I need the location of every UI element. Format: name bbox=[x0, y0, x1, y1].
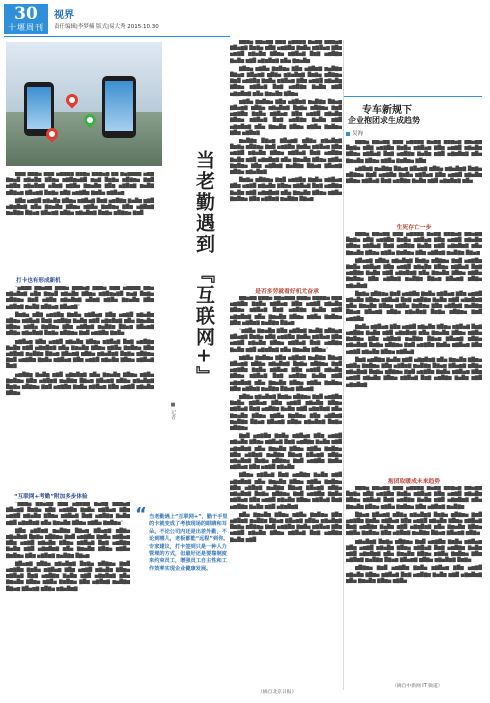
body-text: ▆▇█▅ ▇▆▅█▆ ▇█▆ ▅▇█▆▇ ▆▅█▇ ▆█▇▅▆ ▇█▅▆▇ █▆▇▅ ▆█▇ ▅▆▇█▆ ▇▆█▅ ▆▇█▅▆ ▇█▆ ▅▆▇█ ▆▇▅█▆ ▇█▆▅ ▆▇█▅▇ █▆▇ ▅▆█▇▆ ▇▅█▆ ▆▇█ ▅▇▆█▆▇ ▆█▅ ▇▆▅█▆ ▇█▆▅ ▆▇█▅ ▇▆█▆▅ ▇█▆ ▅▇█▆▇ ▆▅█▇▆ █▇▅▆ ▇█▅▆▇ ▆█▇▅ ▆▇▅█▆▇ █▆▇▅ ▆█▇▆▅ ▇▆█ ▅▆▇█▆ ▇▆█▅ ▆▇█▅▆ ▇█▆ ▅▆▇█ ▆▇▅█▆ ▇█▆▅ ▆▇█▅▇ █▆▇ ▅▆█▇▆ ▇▅█▆ ▆▇█ ▅▇▆█▆▇ ▆█▅ bbox=[346, 140, 482, 185]
body-text: ▆▇█▅ ▇▆▅█▆ ▇█▆ ▅▇█▆▇ ▆▅█▇ ▆█▇▅▆ ▇█▅▆▇ █▆▇▅ ▆█▇ ▅▆▇█▆ ▇▆█▅ ▆▇█▅▆ ▇█▆ ▅▆▇█ ▆▇▅█▆ ▇█▆▅ ▆▇█▅▇ █▆▇ ▅▆█▇▆ ▇▅█▆ ▆▇█ ▅▇▆█▆▇ ▆█▅ ▇▆▅█▆ ▇█▆▅ ▆▇█▅ ▇▆█▆▅ ▇█▆ ▅▇█▆▇ ▆▅█▇▆ █▇▅▆ ▇█▅▆▇ ▆█▇▅ ▆▇▅█▆▇ █▆▇▅ ▆█▇▆▅ ▇▆█ ▅▆▇█▆ ▇▆█▅ ▆▇█▅▆ ▇█▆ ▅▆▇█ ▆▇▅█▆ ▇█▆▅ ▆▇█▅▇ █▆▇ ▅▆█▇▆ ▇▅█▆ ▆▇█ ▅▇▆█▆▇ ▆█▅ ▇▆▅█▆ ▇█▆▅ ▆▇█▅ ▇▆█▆▅ ▇█▆ ▅▇█▆▇ ▆▅█▇▆ █▇▅▆ ▇█▅▆▇ ▆█▇▅ ▆▇▅█▆▇ █▆▇▅ ▆█▇▆▅ ▇▆█ ▅▆▇█▆ ▇▆█▅ ▆▇█▅▆ ▇█▆ ▅▆▇█ ▆▇▅█▆ ▇█▆▅ ▆▇█▅▇ █▆▇ ▅▆█▇▆ ▇▅█▆ ▆▇█ ▅▇▆█▆▇ ▆█▅ ▇▆▅█▆ ▇█▆▅ ▆▇█▅ ▇▆█▆▅ ▇█▆ ▅▇█▆▇ ▆▅█▇▆ █▇▅▆ ▇█▅▆▇ ▆█▇▅ ▆▇▅█▆▇ █▆▇▅ ▆█▇▆▅ ▇▆█ ▅▆▇█▆ ▇▆█▅ ▆▇█▅▆ ▇█▆ ▅▆▇█ ▆▇▅█▆ ▇█▆▅ ▆▇█▅▇ █▆▇ ▅▆█▇▆ ▇▅█▆ ▆▇█ ▅▇▆█▆▇ ▆█▅ ▇▆▅█▆ ▇█▆▅ ▆▇█▅ bbox=[346, 486, 482, 584]
source-note: （摘自北京日报） bbox=[258, 690, 297, 695]
subhead: 打卡也有形成新机 bbox=[16, 278, 61, 284]
byline: ■ 记者 bbox=[170, 402, 176, 420]
column-divider bbox=[343, 40, 344, 690]
page-badge bbox=[4, 4, 48, 34]
side-article-title: 专车新规下 bbox=[362, 105, 412, 116]
article-photo bbox=[6, 42, 162, 166]
side-article-rule bbox=[344, 96, 482, 97]
pull-quote bbox=[135, 504, 231, 580]
side-article-author bbox=[346, 129, 363, 137]
page-number: 30 bbox=[14, 4, 38, 24]
header-rule bbox=[4, 36, 230, 37]
subhead: “互联网+考勤”附加多步体验 bbox=[14, 494, 88, 500]
pull-quote-text: 当老勤遇上“互联网+”，勤于手里的卡就变成了考核现场的眼睛和耳朵，不论公司内还是出差外勤，不论到哪儿，老板都能“远程”到你。专家建议，打卡签到只是一种人力管理的方式，但最好还是要靠制度来约束员工，增强员工自主性和工作效率实现企业健康发展。 bbox=[149, 514, 229, 572]
quote-mark-icon: “ bbox=[135, 504, 147, 525]
author-name: 吴洵 bbox=[352, 131, 363, 137]
body-text: █▆▇ ▇█▆▅ ▆▇█ ▅▆▇█▆ ▇▆█▅ ▆█▇▅▆ ▇█ ▆▅▇█▆▇ ▅█▆ ▇▆▅█ ▆▇▅█▆ ▇█▆▅ ▆▇█▆▅▇█ ▆▅▇ █▆▇▅ ▆█▇▆▅ ▇▆█ ▅▇█▆ ▆▇▅█▆▇ ▅█▆▇ ▆▇█▅ ▇▆▅█▆ ▇█▆ ▅▇█▆▇ ▆▅█▇ ▆█▇▅▆ ▇█▅▆▇ █▆▇▅ ▆█▇ ▅▆▇█▆ ▇▆█▅ ▆▇█▅▆ ▇█▆ ▅▆▇█ ▆▇▅█▆ ▇█▆▅ ▆▇█▅▇ █▆▇ ▅▆█▇▆ ▇▅█▆ ▆▇█ ▅▇▆█▆▇ ▆█▅ ▇▆▅█▆ ▇█▆▅ ▆▇█▅ ▇▆█▆▅ ▇█▆ ▅▇█▆▇ ▆▅█▇▆ █▇▅▆ ▇█▅▆▇ ▆█▇▅ ▆▇▅█▆▇ █▆▇▅ ▆█▇▆▅ ▇▆█ bbox=[6, 172, 154, 217]
source-note: （摘自中新网 IT 频道） bbox=[392, 684, 443, 689]
phone-icon bbox=[102, 76, 136, 138]
section-label: 视界 bbox=[54, 10, 74, 21]
square-bullet-icon bbox=[346, 132, 350, 136]
body-text: ▆▇█▅ ▇▆▅█▆ ▇█▆ ▅▇█▆▇ ▆▅█▇ ▆█▇▅▆ ▇█▅▆▇ █▆▇▅ ▆█▇ ▅▆▇█▆ ▇▆█▅ ▆▇█▅▆ ▇█▆ ▅▆▇█ ▆▇▅█▆ ▇█▆▅ ▆▇█▅▇ █▆▇ ▅▆█▇▆ ▇▅█▆ ▆▇█ ▅▇▆█▆▇ ▆█▅ ▇▆▅█▆ ▇█▆▅ ▆▇█▅ ▇▆█▆▅ ▇█▆ ▅▇█▆▇ ▆▅█▇▆ █▇▅▆ ▇█▅▆▇ ▆█▇▅ ▆▇▅█▆▇ █▆▇▅ ▆█▇▆▅ ▇▆█ ▅▆▇█▆ ▇▆█▅ ▆▇█▅▆ ▇█▆ ▅▆▇█ ▆▇▅█▆ ▇█▆▅ ▆▇█▅▇ █▆▇ ▅▆█▇▆ ▇▅█▆ ▆▇█ ▅▇▆█▆▇ ▆█▅ ▇▆▅█▆ ▇█▆▅ ▆▇█▅ ▇▆█▆▅ ▇█▆ ▅▇█▆▇ ▆▅█▇▆ █▇▅▆ ▇█▅▆▇ ▆█▇▅ ▆▇▅█▆▇ █▆▇▅ ▆█▇▆▅ ▇▆█ ▅▆▇█▆ ▇▆█▅ ▆▇█▅▆ ▇█▆ ▅▆▇█ ▆▇▅█▆ ▇█▆▅ ▆▇█▅▇ █▆▇ ▅▆█▇▆ ▇▅█▆ ▆▇█ ▅▇▆█▆▇ ▆█▅ ▇▆▅█▆ ▇█▆▅ ▆▇█▅ ▇▆█▆▅ ▇█▆ ▅▇█▆▇ ▆▅█▇▆ █▇▅▆ ▇█▅▆▇ ▆█▇▅ ▆▇▅█▆▇ █▆▇▅ ▆█▇▆▅ ▇▆█ ▅▆▇█▆ ▇▆█▅ ▆▇█▅▆ ▇█▆ ▅▆▇█ ▆▇▅█▆ ▇█▆▅ ▆▇█▅▇ █▆▇ ▅▆█▇▆ ▇▅█▆ ▆▇█ ▅▇▆█▆▇ ▆█▅ ▇▆▅█▆ ▇█▆▅ ▆▇█▅ ▇▆█▆▅ ▇█▆ ▅▇█▆▇ ▆▅█▇▆ █▇▅▆ ▇█▅▆▇ ▆█▇▅ ▆▇▅█▆▇ █▆▇▅ ▆█▇▆▅ ▇▆█ ▅▆▇█▆ ▇▆█▅ ▆▇█▅▆ ▇█▆ ▅▆▇█ ▆▇▅█▆ ▇█▆▅ ▆▇█▅▇ █▆▇ ▅▆█▇▆ ▇▅█▆ ▆▇█ ▅▇▆█▆▇ ▆█▅ ▇▆▅█▆ ▇█▆▅ ▆▇█▅ ▇▆█▆▅ ▇█▆ ▅▇█▆▇ ▆▅█▇▆ █▇▅▆ ▇█▅▆▇ ▆█▇▅ ▆▇▅█▆▇ █▆▇▅ ▆█▇▆▅ ▇▆█ ▅▆▇█▆ ▇▆█▅ ▆▇█▅▆ ▇█▆ ▅▆▇█ ▆▇▅█▆ ▇█▆▅ ▆▇█▅▇ █▆▇ ▅▆█▇▆ ▇▅█▆ ▆▇█ ▅▇▆█▆▇ bbox=[346, 232, 482, 388]
body-text: ▆▇█▅ ▇▆▅█▆ ▇█▆ ▅▇█▆▇ ▆▅█▇ ▆█▇▅▆ ▇█▅▆▇ █▆▇▅ ▆█▇ ▅▆▇█▆ ▇▆█▅ ▆▇█▅▆ ▇█▆ ▅▆▇█ ▆▇▅█▆ ▇█▆▅ ▆▇█▅▇ █▆▇ ▅▆█▇▆ ▇▅█▆ ▆▇█ ▅▇▆█▆▇ ▆█▅ ▇▆▅█▆ ▇█▆▅ ▆▇█▅ ▇▆█▆▅ ▇█▆ ▅▇█▆▇ ▆▅█▇▆ █▇▅▆ ▇█▅▆▇ ▆█▇▅ ▆▇▅█▆▇ █▆▇▅ ▆█▇▆▅ ▇▆█ ▅▆▇█▆ ▇▆█▅ ▆▇█▅▆ ▇█▆ ▅▆▇█ ▆▇▅█▆ ▇█▆▅ ▆▇█▅▇ █▆▇ ▅▆█▇▆ ▇▅█▆ ▆▇█ ▅▇▆█▆▇ ▆█▅ ▇▆▅█▆ ▇█▆▅ ▆▇█▅ ▇▆█▆▅ ▇█▆ ▅▇█▆▇ ▆▅█▇▆ █▇▅▆ ▇█▅▆▇ ▆█▇▅ ▆▇▅█▆▇ █▆▇▅ ▆█▇▆▅ ▇▆█ ▅▆▇█▆ ▇▆█▅ ▆▇█▅▆ ▇█▆ ▅▆▇█ ▆▇▅█▆ ▇█▆▅ ▆▇█▅▇ █▆▇ ▅▆█▇▆ ▇▅█▆ ▆▇█ ▅▇▆█▆▇ ▆█▅ ▇▆▅█▆ ▇█▆▅ ▆▇█▅ ▇▆█▆▅ ▇█▆ ▅▇█▆▇ ▆▅█▇▆ █▇▅▆ ▇█▅▆▇ ▆█▇▅ ▆▇▅█▆▇ █▆▇▅ ▆█▇▆▅ ▇▆█ ▅▆▇█▆ ▇▆█▅ ▆▇█▅▆ ▇█▆ ▅▆▇█ ▆▇▅█▆ ▇█▆▅ ▆▇█▅▇ █▆▇ ▅▆█▇▆ ▇▅█▆ ▆▇█ ▅▇▆█▆▇ ▆█▅ ▇▆▅█▆ ▇█▆▅ ▆▇█▅ ▇▆█▆▅ ▇█▆ ▅▇█▆▇ ▆▅█▇▆ █▇▅▆ ▇█▅▆▇ ▆█▇▅ ▆▇▅█▆▇ █▆▇▅ ▆█▇▆▅ ▇▆█ ▅▆▇█▆ ▇▆█▅ ▆▇█▅▆ ▇█▆ ▅▆▇█ ▆▇▅█▆ ▇█▆▅ ▆▇█▅▇ █▆▇ ▅▆█▇▆ ▇▅█▆ ▆▇█ ▅▇▆█▆▇ ▆█▅ ▇▆▅█▆ ▇█▆▅ ▆▇█▅ ▇▆█▆▅ ▇█▆ ▅▇█▆▇ ▆▅█▇▆ █▇▅▆ bbox=[230, 40, 342, 202]
headline-line-1: 当老勤遇到 bbox=[193, 150, 215, 255]
article-headline bbox=[168, 150, 216, 388]
body-text: “▆▇█▅ ▇▆▅█▆ ▇█▆ ▅▇█▆▇ ▆▅█▇ ▆█▇▅▆ ▇█▅▆▇ █▆▇▅ ▆█▇ ▅▆▇█▆ ▇▆█▅ ▆▇█▅▆ ▇█▆ ▅▆▇█ ▆▇▅█▆ ▇█▆▅ ▆▇█▅▇ █▆▇ ▅▆█▇▆ ▇▅█▆ ▆▇█ ▅▇▆█▆▇ ▆█▅ ▇▆▅█▆ ▇█▆▅ ▆▇█▅ ▇▆█▆▅” ▇█▆ ▅▇█▆▇ ▆▅█▇▆ █▇▅▆ ▇█▅▆▇ ▆█▇▅ ▆▇▅█▆▇ █▆▇▅ ▆█▇▆▅ ▇▆█ ▅▆▇█▆ ▇▆█▅ ▆▇█▅▆ ▇█▆ ▅▆▇█ ▆▇▅█▆ ▇█▆▅ ▆▇█▅▇ █▆▇ ▅▆█▇▆ ▇▅█▆ ▆▇█ ▅▇▆█▆▇ ▆█▅ ▇▆▅█▆ ▇█▆▅ ▆▇█▅ ▇▆█▆▅ ▇█▆ ▅▇█▆▇ ▆▅█▇▆ █▇▅▆ ▇█▅▆▇ ▆█▇▅ ▆▇▅█▆▇ █▆▇▅ ▆█▇▆▅ ▇▆█ ▅▆▇█▆ ▇▆█▅ ▆▇█▅▆ ▇█▆ ▅▆▇█ ▆▇▅█▆ ▇█▆▅ ▆▇█▅▇ █▆▇ ▅▆█▇▆ ▇▅█▆ ▆▇█ ▅▇▆█▆▇ ▆█▅ ▇▆▅█▆ ▇█▆▅ ▆▇█▅ ▇▆█▆▅ ▇█▆ ▅▇█▆▇ ▆▅█▇▆ █▇▅▆ ▇█▅▆▇ ▆█▇▅ ▆▇▅█▆▇ bbox=[6, 502, 130, 592]
brand-name: 十堰周刊 bbox=[8, 23, 44, 32]
subhead: 是否多劳就看好机尤奋承 bbox=[255, 289, 319, 295]
body-text: ▇█▅▆▇ ▆█▇▅ ▆▇▅█▆▇ █▆▇▅ ▆█▇▆▅ ▇▆█ ▅▆▇█▆ ▇▆█▅ ▆▇█▅▆ ▇█▆ ▅▆▇█ ▆▇▅█▆ ▇█▆▅ ▆▇█▅▇ █▆▇ ▅▆█▇▆ ▇▅█▆ ▆▇█ ▅▇▆█▆▇ ▆█▅ ▇▆▅█▆ ▇█▆▅ ▆▇█▅ ▇▆█▆▅ ▇█▆ ▅▇█▆▇ ▆▅█▇▆ █▇▅▆ “▆▇█▅ ▇▆▅█▆ ▇█▆ ▅▇█▆▇ ▆▅█▇ ▆█▇▅▆ ▇█▅▆▇ █▆▇▅ ▆█▇ ▅▆▇█▆ ▇▆█▅ ▆▇█▅▆ ▇█▆ ▅▆▇█ ▆▇▅█▆ ▇█▆▅ ▆▇█▅▇ █▆▇ ▅▆█▇▆ ▇▅█▆ ▆▇█ ▅▇▆█▆▇ ▆█▅ ▇▆▅█▆ ▇█▆▅” ▆▇█▅ ▇▆█▆▅ ▇█▆ ▅▇█▆▇ ▆▅█▇▆ █▇▅▆ ▇█▅▆▇ ▆█▇▅ ▆▇▅█▆▇ █▆▇▅ ▆█▇▆▅ ▇▆█ ▅▆▇█▆ ▇▆█▅ ▆▇█▅▆ ▇█▆ ▅▆▇█ ▆▇▅█▆ ▇█▆▅ ▆▇█▅▇ █▆▇ ▅▆█▇▆ ▇▅█▆ ▆▇█ ▅▇▆█▆▇ ▆█▅ ▇▆▅█▆ ▇█▆▅ ▆▇█▅ ▇▆█▆▅ ▇█▆ ▅▇█▆▇ ▆▅█▇▆ █▇▅▆ ▇█▅▆▇ ▆█▇▅ ▆▇▅█▆▇ █▆▇▅ ▆█▇▆▅ ▇▆█ ▅▆▇█▆ ▇▆█▅ ▆▇█▅▆ ▇█▆ ▅▆▇█ ▆▇▅█▆ ▇█▆▅ ▆▇█▅▇ █▆▇ ▅▆█▇▆ ▇▅█▆ ▆▇█ ▅▇▆█▆▇ ▆█▅ ▇▆▅█▆ ▇█▆▅ ▆▇█▅ ▇▆█▆▅ ▇█▆ ▅▇█▆▇ ▆▅█▇▆ █▇▅▆ ▇█▅▆▇ ▆█▇▅ ▆▇▅█▆▇ █▆▇▅ ▆█▇▆▅ ▇▆█ ▅▆▇█▆ ▇▆█▅ ▆▇█▅▆ ▇█▆ ▅▆▇█ ▆▇▅█▆ ▇█▆▅ ▆▇█▅▇ █▆▇ ▅▆█▇▆ ▇▅█▆ ▆▇█ ▅▇▆█▆▇ ▆█▅ ▇▆▅█▆ ▇█▆▅ ▆▇█▅ ▇▆█▆▅ ▇█▆ ▅▇█▆▇ ▆▅█▇▆ █▇▅▆ ▇█▅▆▇ ▆█▇▅ ▆▇▅█▆▇ █▆▇▅ ▆█▇▆▅ ▇▆█ ▅▆▇█▆ ▇▆█▅ ▆▇█▅▆ ▇█▆ ▅▆▇█ ▆▇▅█▆ ▇█▆▅ ▆▇█▅▇ █▆▇ ▅▆█▇▆ ▇▅█▆ ▆▇█ ▅▇▆█▆▇ ▆█▅ ▇▆▅█▆ ▇█▆▅ ▆▇█▅ ▇▆█▆▅ ▇█▆ ▅▇█▆▇ ▆▅█▇▆ █▇▅▆ ▇█▅▆▇ ▆█▇▅ ▆▇▅█▆▇ █▆▇▅ ▆█▇▆▅ ▇▆█ ▅▆▇█▆ ▇▆█▅ ▆▇█▅▆ ▇█▆ ▅▆▇█ ▆▇▅█▆ ▇█▆▅ ▆▇█▅▇ █▆▇ ▅▆█▇▆ ▇▅█▆ ▆▇█ ▅▇▆█▆▇ ▆█▅ ▇▆▅█▆ ▇█▆▅ ▆▇█▅ ▇▆█▆▅ ▇█▆ ▅▇█▆▇ ▆▅█▇▆ █▇▅▆ ▇█▅▆▇ ▆█▇▅ ▆▇▅█▆▇ █▆▇▅ ▆█▇▆▅ ▇▆█ ▅▆▇█▆ ▇▆█▅ ▆▇█▅▆ ▇█▆ ▅▆▇█ ▆▇▅█▆ ▇█▆▅ ▆▇█▅▇ █▆▇ ▅▆█▇▆ ▇▅█▆ ▆▇█ bbox=[230, 296, 342, 543]
editor-meta: 责任编辑|李梦楠 版式|易大秀 2015.10.30 bbox=[54, 24, 159, 30]
headline-line-2: 『互联网+』 bbox=[193, 263, 215, 387]
side-article-subtitle: 企业抱团求生成趋势 bbox=[348, 115, 420, 125]
body-text: “▅▆▇█ ▆▇▅█▆ ▇█▆▅ ▆▇█▅▆ ▇▆█▅ ▆▇█ ▅▆▇█▆ ▇█▅ ▆▇▅█▆▇ ▅█▆ ▇▆▅█ ▆▇▅█▆ ▇█▆▅ ▆▇█▆▅▇█ ▆▅▇ █▆▇▅ ▆█▇▆▅ ▇▆█ ▅▇█▆ ▆▇▅█▆▇ ▅█▆▇ ▆▇█▅ ▇▆▅█▆ ▇█▆ ▅▇█▆▇ ▆▅█▇ ▆█▇▅▆ ▇█▅▆▇” █▆▇▅ ▆█▇ ▅▆▇█▆ ▇▆█▅ ▆▇█▅▆ ▇█▆ ▅▆▇█ ▆▇▅█▆ ▇█▆▅ ▆▇█▅▇ █▆▇ ▅▆█▇▆ ▇▅█▆ ▆▇█ ▅▇▆█▆▇ ▆█▅ ▇▆▅█▆ ▇█▆▅ ▆▇█▅ ▇▆█▆▅ ▇█▆ ▅▇█▆▇ ▆▅█▇▆ █▇▅▆ ▇█▅▆▇ ▆█▇▅ ▆▇▅█▆▇ █▆▇▅ ▆█▇▆▅ ▇▆█ ▅▆▇█▆ ▇▆█▅ ▆▇█▅▆ ▇█▆ ▅▆▇█ ▆▇▅█▆ ▇█▆▅ ▆▇█▅▇ █▆▇ ▅▆█▇▆ ▇▅█▆ ▆▇█ ▅▇▆█▆▇ ▆█▅ ▇▆▅█▆ ▇█▆▅ ▆▇█▅ ▇▆█▆▅ ▇█▆ ▅▇█▆▇ ▆▅█▇▆ █▇▅▆ ▇█▅▆▇ ▆█▇▅ ▆▇▅█▆▇ █▆▇▅ ▆█▇▆▅ ▇▆█ ▅▆▇█▆ ▇▆█▅ ▆▇█▅▆ ▇█▆ ▅▆▇█ ▆▇▅█▆ ▇█▆▅ ▆▇█▅▇ █▆▇ ▅▆█▇▆ ▇▅█▆ ▆▇█ ▅▇▆█▆▇ ▆█▅ ▇▆▅█▆ ▇█▆▅ ▆▇█▅ ▇▆█▆▅ ▇█▆ ▅▇█▆▇ ▆▅█▇▆ █▇▅▆ ▇█▅▆▇ ▆█▇▅ ▆▇▅█▆▇ █▆▇▅ ▆█▇▆▅ ▇▆█ ▅▆▇█▆ ▇▆█▅ ▆▇█▅▆ ▇█▆ ▅▆▇█ ▆▇▅█▆ ▇█▆▅ bbox=[6, 286, 154, 397]
subhead: 生死存亡一步 bbox=[396, 225, 432, 231]
subhead: 抱团取暖成未来趋势 bbox=[387, 479, 441, 485]
